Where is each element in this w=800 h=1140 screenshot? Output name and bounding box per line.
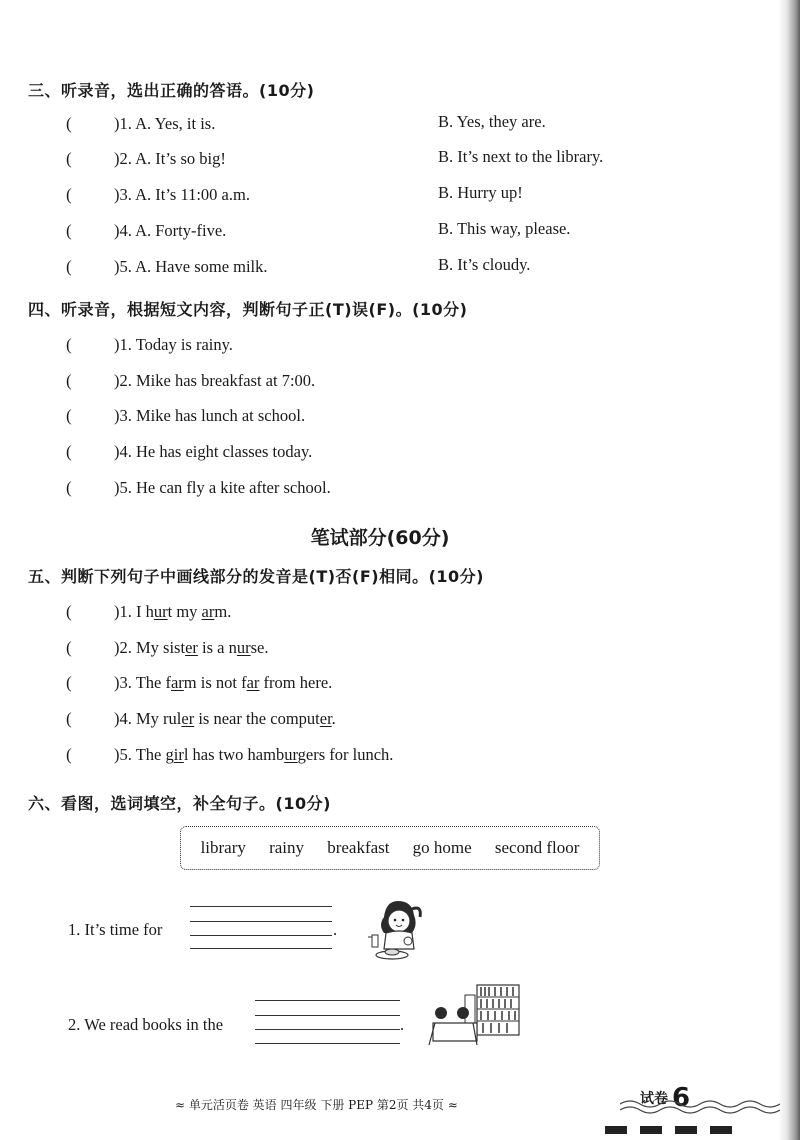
answer-blank[interactable] <box>190 948 332 949</box>
word-option: library <box>200 838 246 857</box>
question-text: )3. Mike has lunch at school. <box>114 406 306 425</box>
answer-paren[interactable]: ( <box>66 602 72 621</box>
cut-mark <box>640 1126 662 1134</box>
answer-paren[interactable]: ( <box>66 185 72 204</box>
question-text: )5. The girl has two hamburgers for lunch. <box>114 745 394 764</box>
answer-paren[interactable]: ( <box>66 257 72 276</box>
option-b: B. It’s cloudy. <box>438 255 531 274</box>
answer-paren[interactable]: ( <box>66 114 72 133</box>
question-text: )2. Mike has breakfast at 7:00. <box>114 371 316 390</box>
question-text: )4. A. Forty-five. <box>114 221 227 240</box>
underlined-part: ur <box>284 745 298 764</box>
answer-paren[interactable]: ( <box>66 478 72 497</box>
answer-blank[interactable] <box>255 1029 400 1030</box>
answer-blank[interactable] <box>190 906 332 907</box>
question-text: )4. My ruler is near the computer. <box>114 709 336 728</box>
option-b: B. This way, please. <box>438 219 571 238</box>
library-image <box>425 983 525 1053</box>
answer-paren[interactable]: ( <box>66 221 72 240</box>
underlined-part: ar <box>246 673 260 692</box>
question-text: )3. A. It’s 11:00 a.m. <box>114 185 250 204</box>
section4-heading: 四、听录音，根据短文内容，判断句子正(T)误(F)。(10分) <box>28 300 468 319</box>
question-text: )4. He has eight classes today. <box>114 442 313 461</box>
answer-paren[interactable]: ( <box>66 745 72 764</box>
girl-breakfast-image <box>362 895 432 965</box>
underlined-part: ar <box>170 673 184 692</box>
question-text: )5. He can fly a kite after school. <box>114 478 331 497</box>
badge-label: 试卷 <box>640 1091 668 1107</box>
answer-paren[interactable]: ( <box>66 335 72 354</box>
answer-paren[interactable]: ( <box>66 406 72 425</box>
question-text: )3. The farm is not far from here. <box>114 673 333 692</box>
underlined-part: ar <box>201 602 215 621</box>
section3-heading: 三、听录音，选出正确的答语。(10分) <box>28 81 315 100</box>
question-text: )1. I hurt my arm. <box>114 602 232 621</box>
answer-paren[interactable]: ( <box>66 638 72 657</box>
cut-mark <box>675 1126 697 1134</box>
option-b: B. Yes, they are. <box>438 112 546 131</box>
page-edge-shadow <box>778 0 800 1140</box>
fill-question-2: 2. We read books in the <box>68 1015 224 1034</box>
answer-paren[interactable]: ( <box>66 149 72 168</box>
underlined-part: er <box>181 709 195 728</box>
fill-question-1: 1. It’s time for <box>68 920 163 939</box>
underlined-part: ur <box>153 602 168 621</box>
underlined-part: ur <box>236 638 251 657</box>
question-text: )2. My sister is a nurse. <box>114 638 269 657</box>
question-text: )1. A. Yes, it is. <box>114 114 216 133</box>
answer-blank[interactable] <box>255 1000 400 1001</box>
section6-heading: 六、看图，选词填空，补全句子。(10分) <box>28 794 331 813</box>
question-text: )2. A. It’s so big! <box>114 149 226 168</box>
answer-paren[interactable]: ( <box>66 371 72 390</box>
cut-mark <box>605 1126 627 1134</box>
option-b: B. Hurry up! <box>438 183 523 202</box>
question-text: )1. Today is rainy. <box>114 335 233 354</box>
sentence-period: . <box>400 1015 405 1034</box>
answer-paren[interactable]: ( <box>66 709 72 728</box>
question-text: )5. A. Have some milk. <box>114 257 268 276</box>
answer-paren[interactable]: ( <box>66 673 72 692</box>
word-option: second floor <box>494 838 580 857</box>
underlined-part: er <box>185 638 198 657</box>
answer-blank[interactable] <box>190 921 332 922</box>
answer-paren[interactable]: ( <box>66 442 72 461</box>
underlined-part: ir <box>173 745 184 764</box>
cut-mark <box>710 1126 732 1134</box>
option-b: B. It’s next to the library. <box>438 147 604 166</box>
word-bank <box>180 826 600 870</box>
word-option: rainy <box>269 838 305 857</box>
word-option: breakfast <box>327 838 390 857</box>
sentence-period: . <box>333 920 338 939</box>
wave-decoration <box>620 1098 780 1118</box>
answer-blank[interactable] <box>255 1015 400 1016</box>
written-part-title: 笔试部分(60分) <box>310 527 450 549</box>
answer-blank[interactable] <box>255 1043 400 1044</box>
word-option: go home <box>412 838 472 857</box>
badge-number: 6 <box>672 1083 691 1113</box>
underlined-part: er <box>319 709 332 728</box>
footer-text: ≈ 单元活页卷 英语 四年级 下册 PEP 第2页 共4页 ≈ <box>175 1098 458 1112</box>
section5-heading: 五、判断下列句子中画线部分的发音是(T)否(F)相同。(10分) <box>28 567 484 586</box>
answer-blank[interactable] <box>190 935 332 936</box>
